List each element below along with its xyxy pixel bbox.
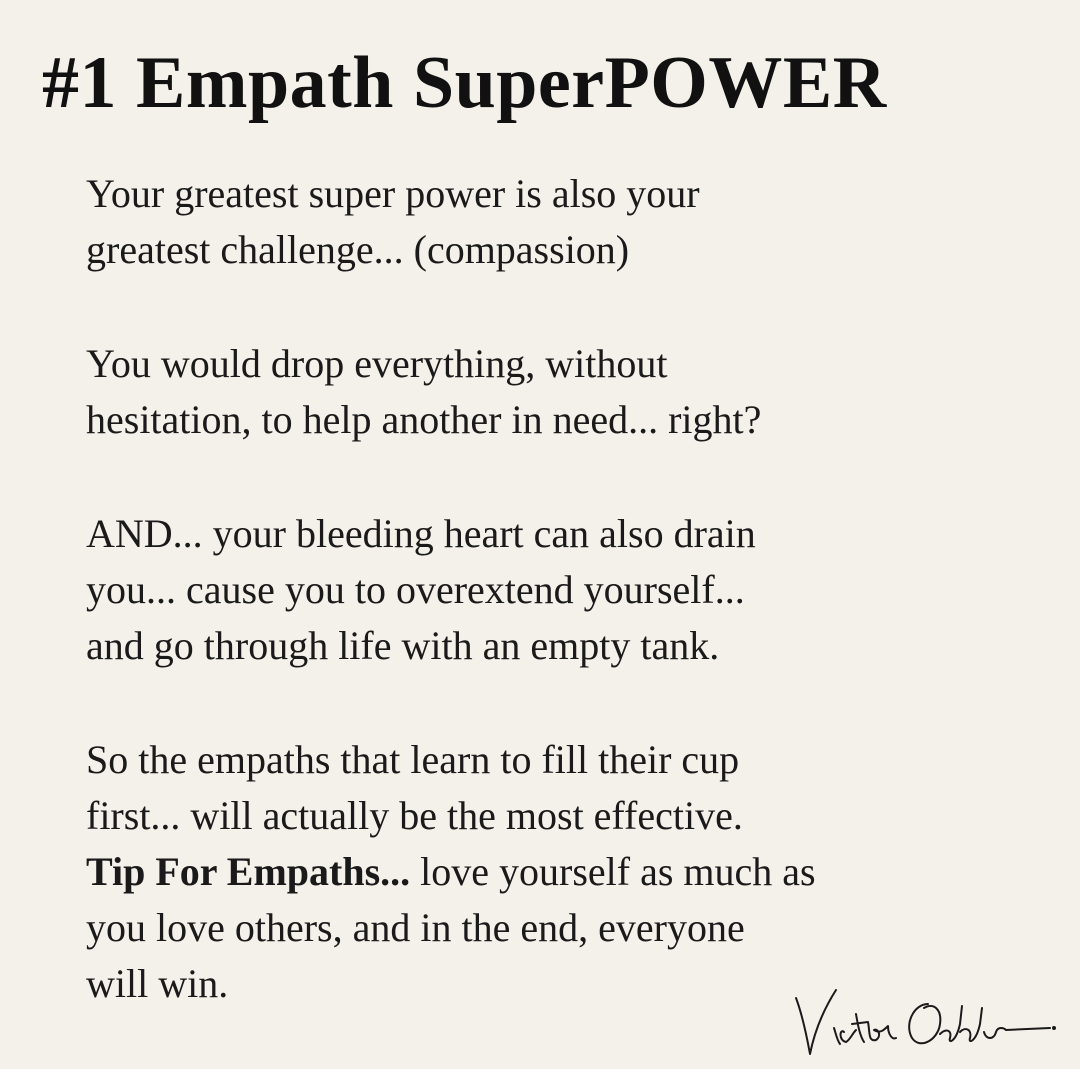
text-line: hesitation, to help another in need... right? (86, 397, 762, 442)
text-line: So the empaths that learn to fill their cup (86, 737, 740, 782)
signature (788, 984, 1058, 1062)
tip-text: love yourself as much as (410, 849, 816, 894)
text-line: and go through life with an empty tank. (86, 623, 720, 668)
paragraph-4 (86, 732, 1046, 1012)
text-line: you love others, and in the end, everyone (86, 905, 745, 950)
tip-label: Tip For Empaths... (86, 849, 411, 894)
tip-line (86, 844, 1046, 900)
paragraph-3 (86, 506, 1046, 674)
body-text (86, 166, 1046, 1012)
text-line: you... cause you to overextend yourself... (86, 567, 745, 612)
text-line: You would drop everything, without (86, 341, 668, 386)
paragraph-2 (86, 336, 1046, 448)
paragraph-1 (86, 166, 1046, 278)
page-title: #1 Empath SuperPOWER (42, 42, 887, 124)
text-line: greatest challenge... (compassion) (86, 227, 630, 272)
text-line: Your greatest super power is also your (86, 171, 700, 216)
text-line: will win. (86, 961, 229, 1006)
text-line: first... will actually be the most effective. (86, 793, 743, 838)
text-line: AND... your bleeding heart can also drain (86, 511, 756, 556)
